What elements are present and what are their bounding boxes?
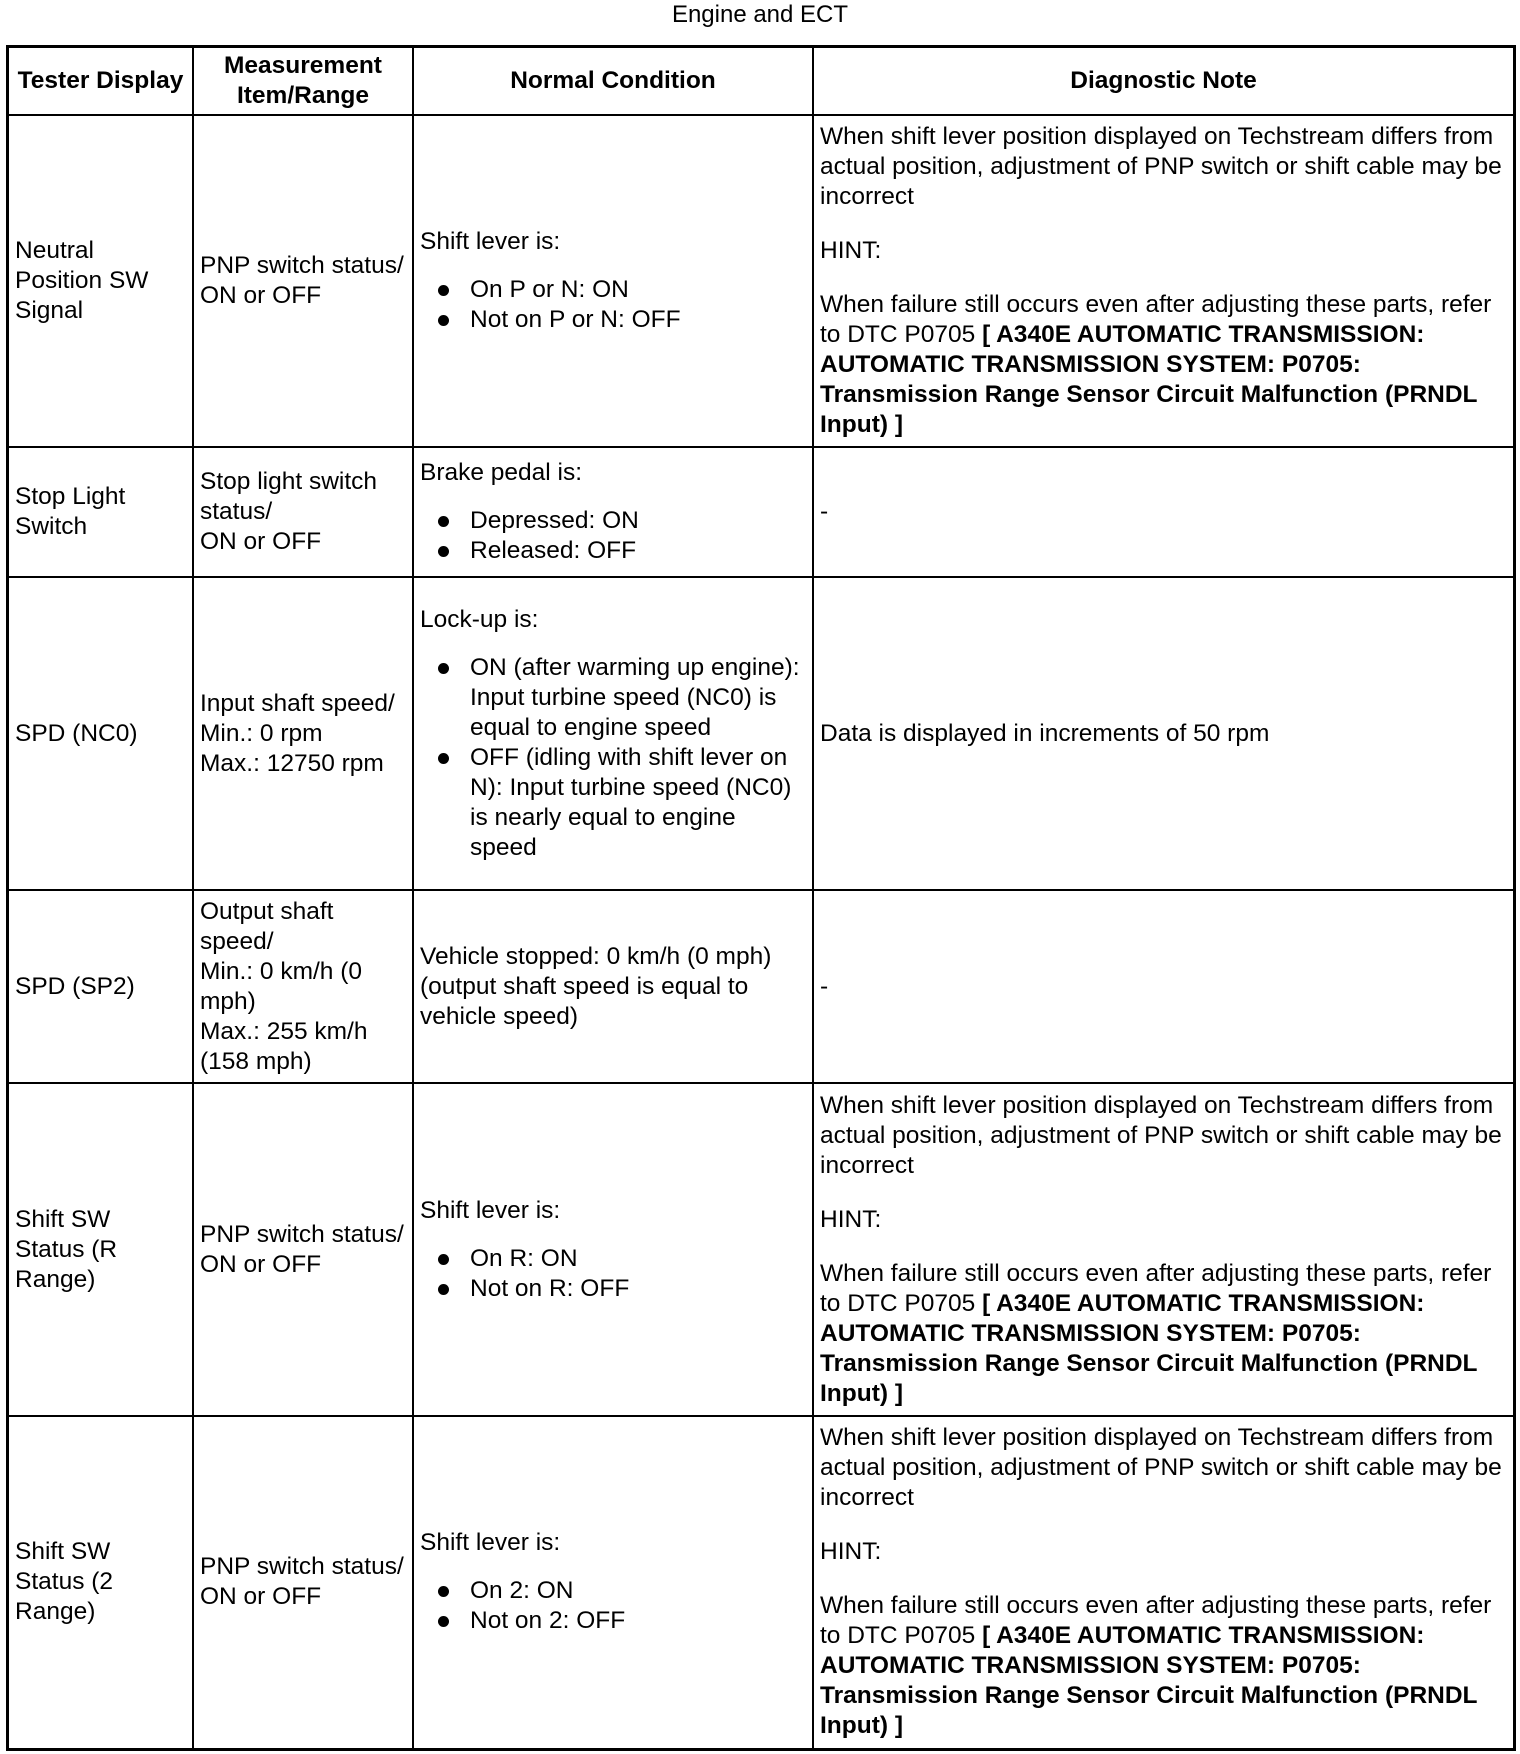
condition-bullet: Released: OFF (438, 536, 806, 566)
measurement-line: ON or OFF (200, 282, 322, 309)
measurement-cell (193, 890, 413, 1083)
condition-bullet: On 2: ON (438, 1576, 806, 1606)
measurement-cell (193, 115, 413, 447)
condition-intro: Shift lever is: (420, 228, 561, 255)
condition-bullet: Depressed: ON (438, 506, 806, 536)
condition-bullet: Not on P or N: OFF (438, 305, 806, 335)
header-diagnostic-note: Diagnostic Note (813, 47, 1515, 116)
condition-list (420, 1244, 806, 1304)
tester-display-cell: Stop Light Switch (8, 447, 194, 577)
measurement-cell (193, 447, 413, 577)
table-row (8, 115, 1515, 447)
condition-list (420, 653, 806, 863)
note-ref-prefix: When failure still occurs even after adjusting these parts, refer to DTC P0705 (820, 1592, 1492, 1650)
measurement-line: PNP switch status/ (200, 1220, 404, 1248)
note-reference (820, 1591, 1507, 1741)
tester-display-cell: Neutral Position SW Signal (8, 115, 194, 447)
dtc-reference-link[interactable]: [ A340E AUTOMATIC TRANSMISSION: AUTOMATIC TRANSMISSION SYSTEM: P0705: Transmission Range Sensor Circuit Malfunction (PRNDL Input) ] (820, 321, 1478, 438)
page-title: Engine and ECT (671, 1, 849, 28)
condition-intro: Lock-up is: (420, 605, 539, 633)
diagnostic-note-cell (813, 1083, 1515, 1416)
normal-condition-cell (413, 115, 813, 447)
table-header-row (8, 47, 1515, 116)
measurement-cell (193, 1083, 413, 1416)
normal-condition-cell (413, 1083, 813, 1416)
dtc-reference-link[interactable]: [ A340E AUTOMATIC TRANSMISSION: AUTOMATIC TRANSMISSION SYSTEM: P0705: Transmission Range Sensor Circuit Malfunction (PRNDL Input) ] (820, 1622, 1478, 1740)
normal-condition-cell: Vehicle stopped: 0 km/h (0 mph) (output shaft speed is equal to vehicle speed) (413, 890, 813, 1083)
condition-bullet: OFF (idling with shift lever on N): Input turbine speed (NC0) is nearly equal to engine speed (438, 743, 806, 863)
measurement-line: ON or OFF (200, 528, 322, 555)
table-row (8, 890, 1515, 1083)
note-text: When shift lever position displayed on Techstream differs from actual position, adjustment of PNP switch or shift cable may be incorrect (820, 1091, 1502, 1179)
measurement-line: Min.: 0 km/h (0 mph) (200, 957, 363, 1015)
condition-list (420, 275, 806, 335)
normal-condition-cell (413, 577, 813, 890)
table-row (8, 1083, 1515, 1416)
measurement-line: Max.: 12750 rpm (200, 749, 384, 777)
measurement-line: PNP switch status/ (200, 252, 404, 279)
table-row (8, 577, 1515, 890)
condition-list (420, 1576, 806, 1636)
data-list-table (6, 45, 1516, 1751)
diagnostic-note-cell (813, 1416, 1515, 1749)
condition-bullet: Not on 2: OFF (438, 1606, 806, 1636)
condition-list (420, 506, 806, 566)
header-measurement: Measurement Item/Range (193, 47, 413, 116)
normal-condition-cell (413, 1416, 813, 1749)
condition-bullet: On R: ON (438, 1244, 806, 1274)
condition-bullet: On P or N: ON (438, 275, 806, 305)
measurement-line: Input shaft speed/ (200, 689, 395, 717)
note-text: When shift lever position displayed on Techstream differs from actual position, adjustment of PNP switch or shift cable may be incorrect (820, 1424, 1502, 1512)
measurement-line: ON or OFF (200, 1583, 322, 1611)
measurement-line: Min.: 0 rpm (200, 719, 323, 747)
condition-intro: Brake pedal is: (420, 459, 583, 486)
dtc-reference-link[interactable]: [ A340E AUTOMATIC TRANSMISSION: AUTOMATIC TRANSMISSION SYSTEM: P0705: Transmission Range Sensor Circuit Malfunction (PRNDL Input) ] (820, 1289, 1478, 1407)
diagnostic-note-cell (813, 115, 1515, 447)
diagnostic-note-cell: Data is displayed in increments of 50 rpm (813, 577, 1515, 890)
condition-intro: Shift lever is: (420, 1529, 561, 1557)
condition-bullet: ON (after warming up engine): Input turbine speed (NC0) is equal to engine speed (438, 653, 806, 743)
header-normal-condition: Normal Condition (413, 47, 813, 116)
measurement-line: PNP switch status/ (200, 1553, 404, 1581)
diagnostic-note-cell: - (813, 447, 1515, 577)
measurement-line: Output shaft speed/ (200, 897, 334, 955)
note-reference (820, 1259, 1507, 1409)
note-ref-prefix: When failure still occurs even after adjusting these parts, refer to DTC P0705 (820, 1259, 1492, 1317)
tester-display-cell: Shift SW Status (2 Range) (8, 1416, 194, 1749)
note-hint: HINT: (820, 1205, 882, 1233)
note-ref-prefix: When failure still occurs even after adjusting these parts, refer to DTC P0705 (820, 291, 1492, 348)
measurement-line: Max.: 255 km/h (158 mph) (200, 1017, 368, 1075)
measurement-cell (193, 577, 413, 890)
condition-intro: Shift lever is: (420, 1196, 561, 1224)
condition-bullet: Not on R: OFF (438, 1274, 806, 1304)
normal-condition-cell (413, 447, 813, 577)
tester-display-cell: SPD (SP2) (8, 890, 194, 1083)
tester-display-cell: SPD (NC0) (8, 577, 194, 890)
measurement-cell (193, 1416, 413, 1749)
measurement-line: Stop light switch status/ (200, 468, 378, 525)
note-hint: HINT: (820, 1538, 882, 1566)
diagnostic-note-cell: - (813, 890, 1515, 1083)
note-reference (820, 290, 1507, 440)
note-text: When shift lever position displayed on Techstream differs from actual position, adjustment of PNP switch or shift cable may be incorrect (820, 123, 1502, 210)
note-hint: HINT: (820, 237, 882, 264)
header-tester-display: Tester Display (8, 47, 194, 116)
table-row (8, 447, 1515, 577)
measurement-line: ON or OFF (200, 1250, 322, 1278)
table-row (8, 1416, 1515, 1749)
tester-display-cell: Shift SW Status (R Range) (8, 1083, 194, 1416)
